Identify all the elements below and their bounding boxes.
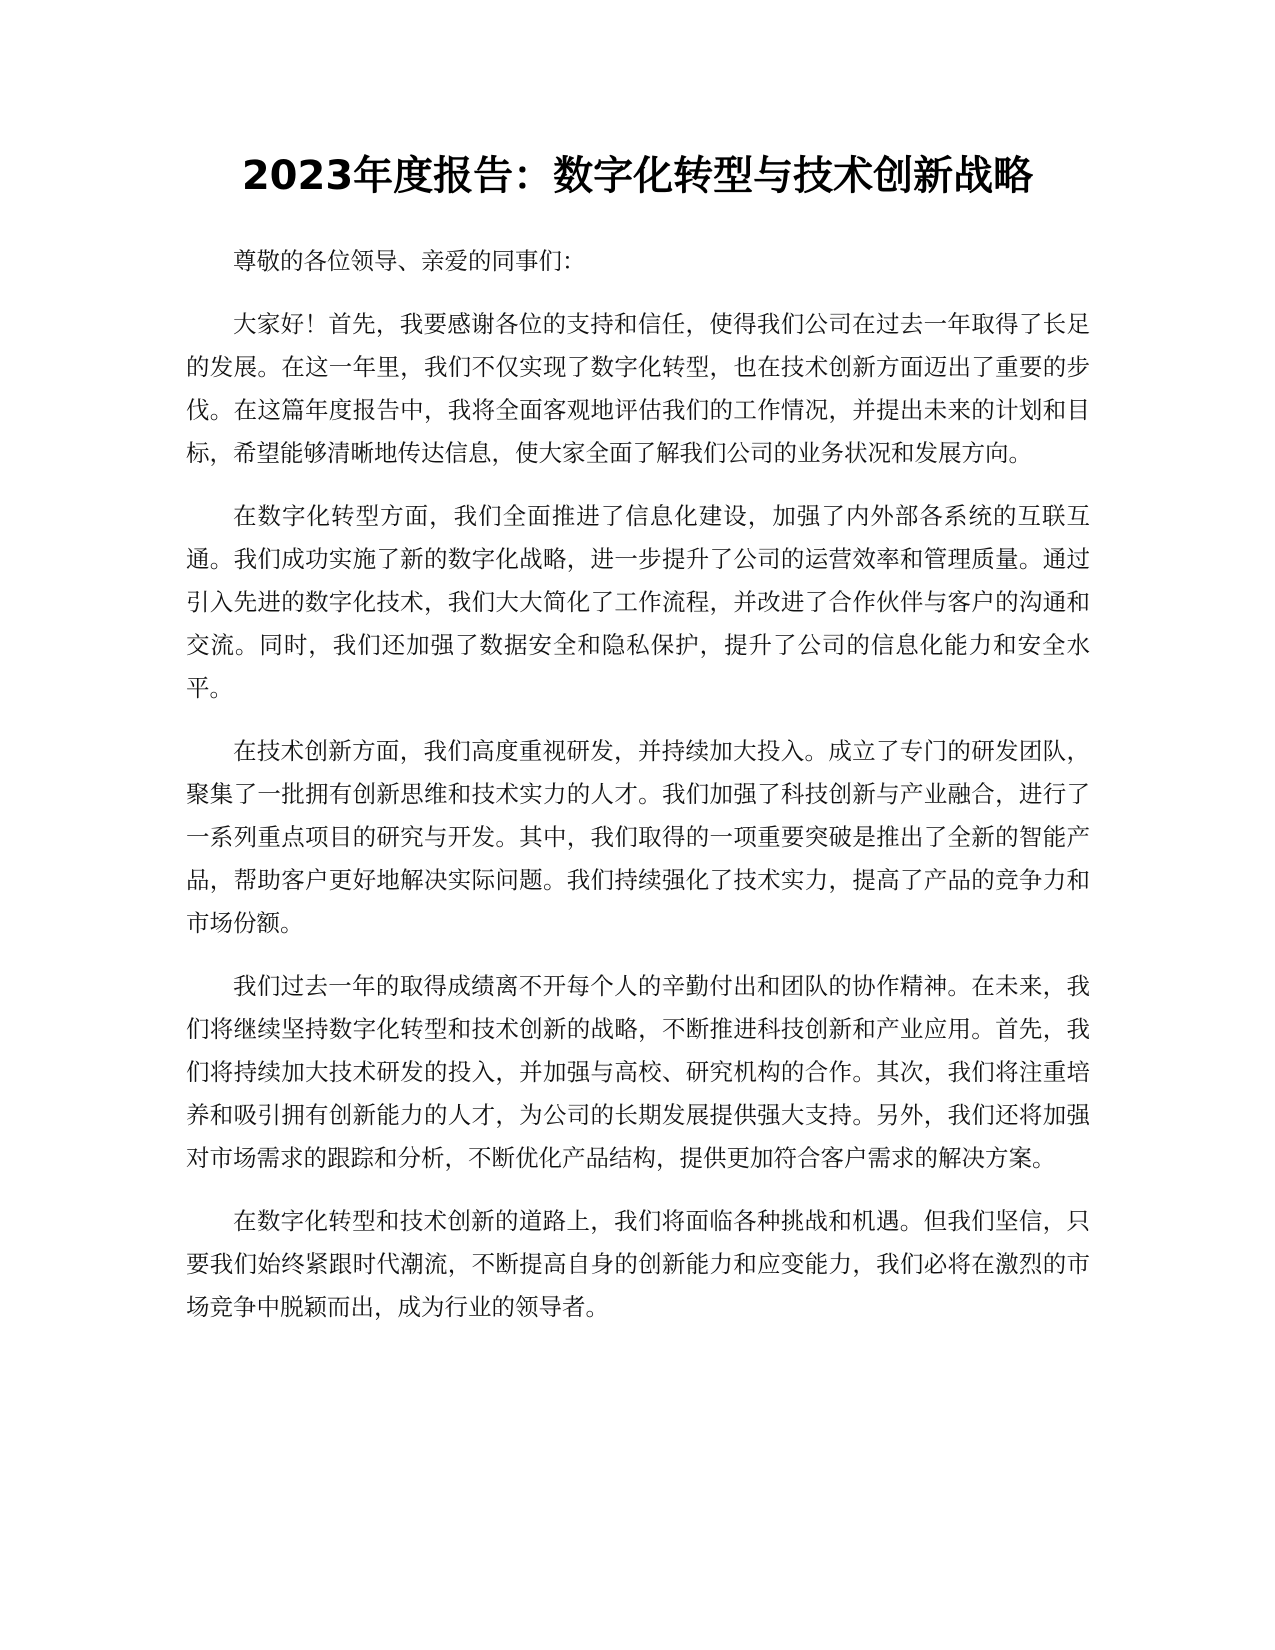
document-title: 2023年度报告：数字化转型与技术创新战略 [241,153,1034,199]
document-body [186,240,1090,1349]
body-paragraph-4: 我们过去一年的取得成绩离不开每个人的辛勤付出和团队的协作精神。在未来，我们将继续坚持数字化转型和技术创新的战略，不断推进科技创新和产业应用。首先，我们将持续加大技术研发的投入，并加强与高校、研究机构的合作。其次，我们将注重培养和吸引拥有创新能力的人才，为公司的长期发展提供强大支持。另外，我们还将加强对市场需求的跟踪和分析，不断优化产品结构，提供更加符合客户需求的解决方案。 [186,972,1090,1172]
body-paragraph-5: 在数字化转型和技术创新的道路上，我们将面临各种挑战和机遇。但我们坚信，只要我们始终紧跟时代潮流，不断提高自身的创新能力和应变能力，我们必将在激烈的市场竞争中脱颖而出，成为行业的领导者。 [186,1207,1090,1321]
body-paragraph-1: 大家好！首先，我要感谢各位的支持和信任，使得我们公司在过去一年取得了长足的发展。在这一年里，我们不仅实现了数字化转型，也在技术创新方面迈出了重要的步伐。在这篇年度报告中，我将全面客观地评估我们的工作情况，并提出未来的计划和目标，希望能够清晰地传达信息，使大家全面了解我们公司的业务状况和发展方向。 [186,310,1090,467]
greeting-paragraph: 尊敬的各位领导、亲爱的同事们： [233,247,586,275]
body-paragraph-3: 在技术创新方面，我们高度重视研发，并持续加大投入。成立了专门的研发团队，聚集了一批拥有创新思维和技术实力的人才。我们加强了科技创新与产业融合，进行了一系列重点项目的研究与开发。其中，我们取得的一项重要突破是推出了全新的智能产品，帮助客户更好地解决实际问题。我们持续强化了技术实力，提高了产品的竞争力和市场份额。 [186,737,1090,937]
body-paragraph-2: 在数字化转型方面，我们全面推进了信息化建设，加强了内外部各系统的互联互通。我们成功实施了新的数字化战略，进一步提升了公司的运营效率和管理质量。通过引入先进的数字化技术，我们大大简化了工作流程，并改进了合作伙伴与客户的沟通和交流。同时，我们还加强了数据安全和隐私保护，提升了公司的信息化能力和安全水平。 [186,502,1090,702]
